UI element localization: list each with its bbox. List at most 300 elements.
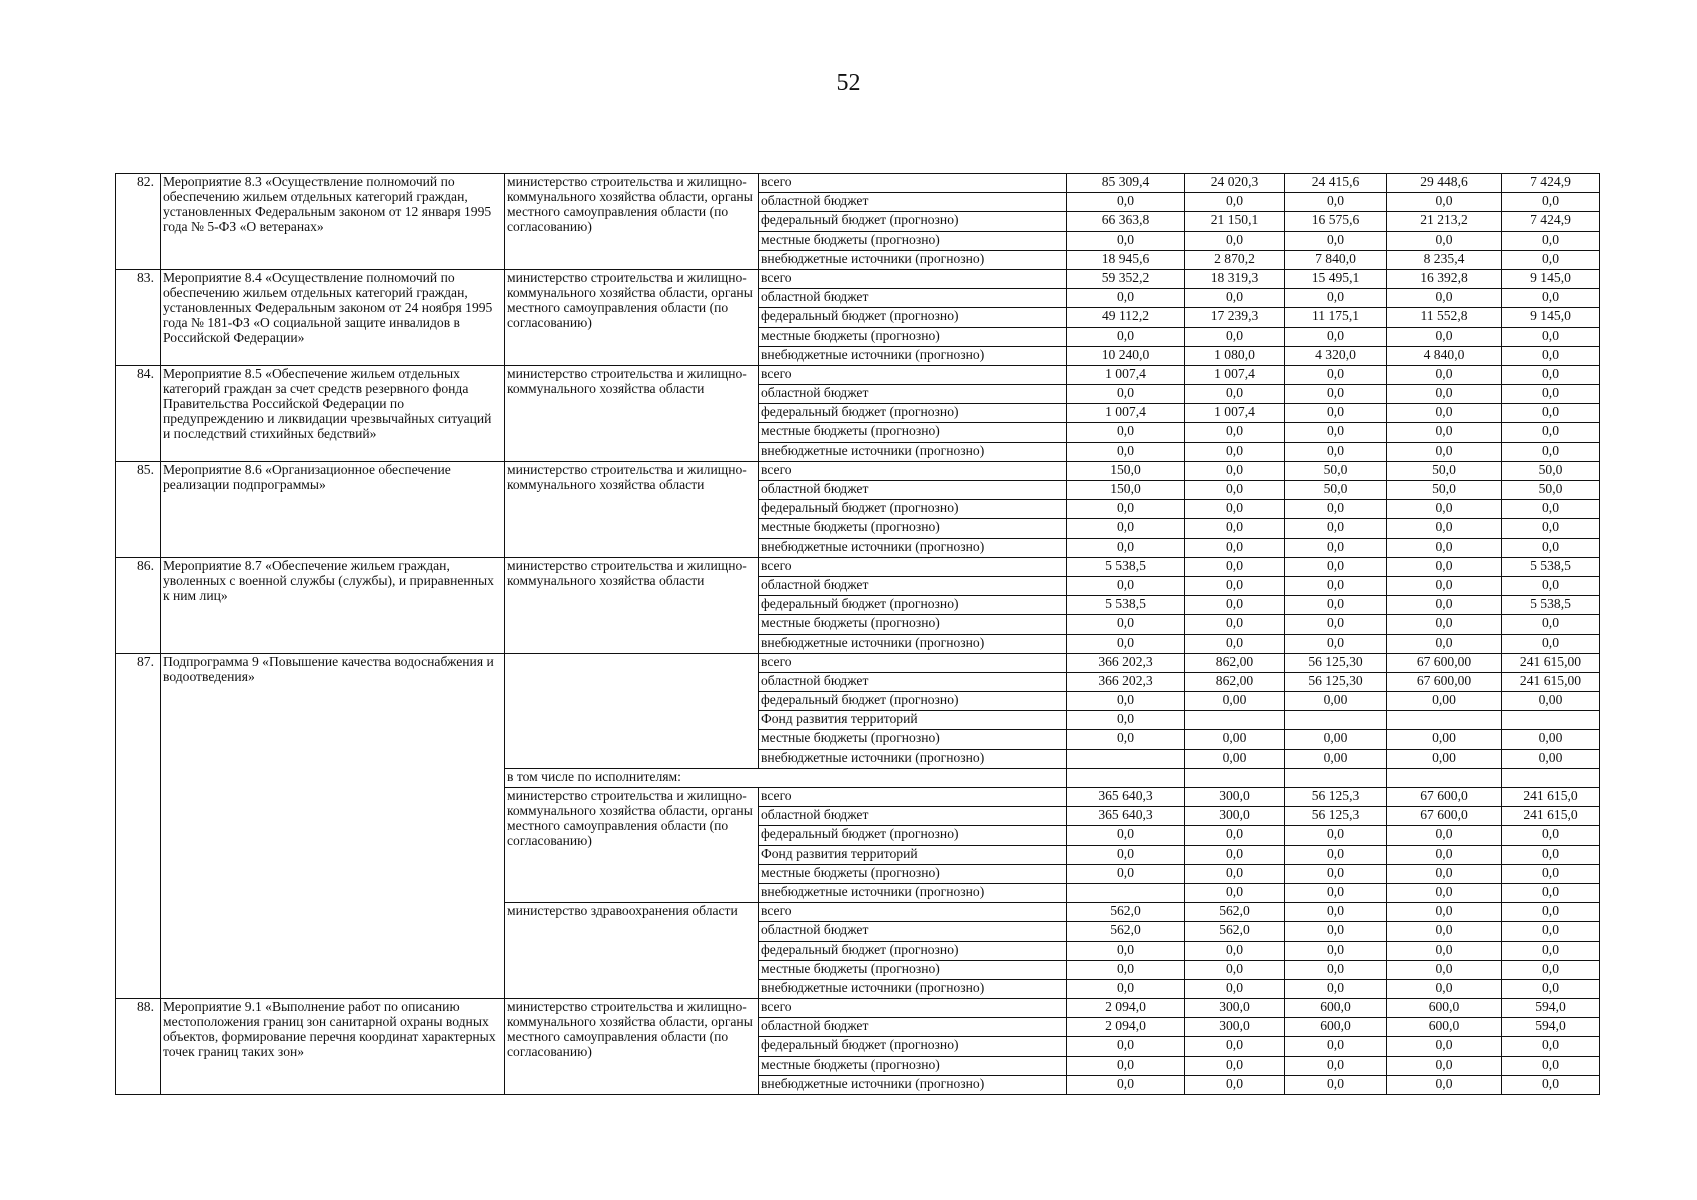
amount-cell: 9 145,0 xyxy=(1502,269,1600,288)
amount-cell: 0,0 xyxy=(1502,922,1600,941)
activity-description: Мероприятие 8.5 «Обеспечение жильем отдельных категорий граждан за счет средств резервного фонда Правительства Российской Федерации по предупреждению и ликвидации чрезвычайных ситуаций и последствий стихийных бедствий» xyxy=(161,365,505,461)
amount-cell: 0,0 xyxy=(1067,692,1185,711)
amount-cell: 0,0 xyxy=(1387,634,1502,653)
amount-cell: 0,0 xyxy=(1067,730,1185,749)
amount-cell: 0,0 xyxy=(1067,231,1185,250)
amount-cell: 0,0 xyxy=(1067,1075,1185,1094)
amount-cell: 0,0 xyxy=(1502,845,1600,864)
amount-cell: 67 600,00 xyxy=(1387,672,1502,691)
amount-cell: 1 007,4 xyxy=(1185,365,1285,384)
amount-cell: 0,0 xyxy=(1285,1075,1387,1094)
amount-cell: 50,0 xyxy=(1502,461,1600,480)
amount-cell: 150,0 xyxy=(1067,461,1185,480)
amount-cell: 0,0 xyxy=(1067,289,1185,308)
amount-cell: 0,0 xyxy=(1387,557,1502,576)
amount-cell: 0,0 xyxy=(1185,538,1285,557)
row-number: 84. xyxy=(116,365,161,461)
amount-cell: 10 240,0 xyxy=(1067,346,1185,365)
amount-cell: 0,0 xyxy=(1387,193,1502,212)
amount-cell: 0,0 xyxy=(1285,864,1387,883)
executor: министерство здравоохранения области xyxy=(505,903,759,999)
amount-cell: 5 538,5 xyxy=(1067,557,1185,576)
amount-cell: 0,0 xyxy=(1185,289,1285,308)
activity-description: Мероприятие 8.7 «Обеспечение жильем граждан, уволенных с военной службы (службы), и приравненных к ним лиц» xyxy=(161,557,505,653)
amount-cell: 0,0 xyxy=(1502,193,1600,212)
funding-source: областной бюджет xyxy=(759,289,1067,308)
amount-cell: 0,0 xyxy=(1285,979,1387,998)
amount-cell: 0,0 xyxy=(1185,979,1285,998)
amount-cell: 0,0 xyxy=(1387,500,1502,519)
amount-cell: 0,0 xyxy=(1067,826,1185,845)
amount-cell: 0,00 xyxy=(1285,730,1387,749)
funding-source: местные бюджеты (прогнозно) xyxy=(759,423,1067,442)
amount-cell: 0,00 xyxy=(1387,730,1502,749)
amount-cell: 600,0 xyxy=(1387,999,1502,1018)
amount-cell: 0,0 xyxy=(1067,423,1185,442)
funding-source: федеральный бюджет (прогнозно) xyxy=(759,212,1067,231)
table-row xyxy=(116,653,1600,672)
amount-cell: 0,0 xyxy=(1502,365,1600,384)
amount-cell: 0,0 xyxy=(1067,327,1185,346)
amount-cell: 16 575,6 xyxy=(1285,212,1387,231)
amount-cell: 0,0 xyxy=(1387,864,1502,883)
amount-cell xyxy=(1067,883,1185,902)
amount-cell: 2 094,0 xyxy=(1067,1018,1185,1037)
amount-cell: 366 202,3 xyxy=(1067,672,1185,691)
amount-cell: 1 080,0 xyxy=(1185,346,1285,365)
amount-cell: 600,0 xyxy=(1285,999,1387,1018)
funding-source: внебюджетные источники (прогнозно) xyxy=(759,1075,1067,1094)
amount-cell: 0,0 xyxy=(1067,864,1185,883)
row-number: 85. xyxy=(116,461,161,557)
funding-source: областной бюджет xyxy=(759,193,1067,212)
budget-table xyxy=(115,173,1600,1095)
amount-cell: 59 352,2 xyxy=(1067,269,1185,288)
amount-cell xyxy=(1387,711,1502,730)
amount-cell: 0,0 xyxy=(1185,576,1285,595)
amount-cell: 0,0 xyxy=(1502,960,1600,979)
amount-cell: 594,0 xyxy=(1502,1018,1600,1037)
amount-cell: 0,0 xyxy=(1285,615,1387,634)
amount-cell: 0,00 xyxy=(1502,730,1600,749)
amount-cell xyxy=(1502,711,1600,730)
amount-cell: 0,0 xyxy=(1387,576,1502,595)
amount-cell: 2 870,2 xyxy=(1185,250,1285,269)
amount-cell: 2 094,0 xyxy=(1067,999,1185,1018)
amount-cell: 5 538,5 xyxy=(1502,596,1600,615)
amount-cell: 0,0 xyxy=(1285,960,1387,979)
amount-cell: 0,00 xyxy=(1387,749,1502,768)
amount-cell: 600,0 xyxy=(1285,1018,1387,1037)
amount-cell: 11 552,8 xyxy=(1387,308,1502,327)
amount-cell: 0,00 xyxy=(1185,730,1285,749)
amount-cell: 0,0 xyxy=(1285,327,1387,346)
amount-cell: 0,0 xyxy=(1285,538,1387,557)
amount-cell: 49 112,2 xyxy=(1067,308,1185,327)
table-row xyxy=(116,999,1600,1018)
amount-cell: 0,0 xyxy=(1387,1037,1502,1056)
funding-source: всего xyxy=(759,174,1067,193)
amount-cell: 0,0 xyxy=(1185,596,1285,615)
funding-source: всего xyxy=(759,999,1067,1018)
amount-cell: 0,0 xyxy=(1387,289,1502,308)
executor: министерство строительства и жилищно-коммунального хозяйства области, органы местного самоуправления области (по согласованию) xyxy=(505,269,759,365)
amount-cell: 0,0 xyxy=(1285,596,1387,615)
amount-cell: 241 615,0 xyxy=(1502,788,1600,807)
table-row xyxy=(116,557,1600,576)
amount-cell: 0,0 xyxy=(1387,845,1502,864)
amount-cell: 50,0 xyxy=(1502,481,1600,500)
amount-cell: 0,0 xyxy=(1502,404,1600,423)
amount-cell: 56 125,3 xyxy=(1285,807,1387,826)
amount-cell: 365 640,3 xyxy=(1067,788,1185,807)
funding-source: областной бюджет xyxy=(759,807,1067,826)
amount-cell: 0,0 xyxy=(1185,615,1285,634)
amount-cell: 17 239,3 xyxy=(1185,308,1285,327)
amount-cell: 0,0 xyxy=(1285,442,1387,461)
amount-cell: 0,0 xyxy=(1285,557,1387,576)
amount-cell: 0,0 xyxy=(1502,423,1600,442)
executor xyxy=(505,653,759,768)
amount-cell: 0,0 xyxy=(1387,1075,1502,1094)
funding-source: всего xyxy=(759,461,1067,480)
amount-cell: 56 125,30 xyxy=(1285,653,1387,672)
amount-cell: 0,0 xyxy=(1502,289,1600,308)
funding-source: федеральный бюджет (прогнозно) xyxy=(759,941,1067,960)
funding-source: местные бюджеты (прогнозно) xyxy=(759,615,1067,634)
amount-cell xyxy=(1067,749,1185,768)
amount-cell: 0,0 xyxy=(1185,193,1285,212)
amount-cell: 0,0 xyxy=(1502,1037,1600,1056)
funding-source: местные бюджеты (прогнозно) xyxy=(759,864,1067,883)
amount-cell xyxy=(1387,768,1502,787)
amount-cell: 0,0 xyxy=(1387,826,1502,845)
amount-cell: 0,0 xyxy=(1067,711,1185,730)
amount-cell: 562,0 xyxy=(1067,922,1185,941)
amount-cell: 0,0 xyxy=(1387,404,1502,423)
funding-source: внебюджетные источники (прогнозно) xyxy=(759,346,1067,365)
amount-cell: 0,0 xyxy=(1502,346,1600,365)
amount-cell: 0,0 xyxy=(1387,922,1502,941)
amount-cell: 0,0 xyxy=(1502,385,1600,404)
amount-cell: 24 415,6 xyxy=(1285,174,1387,193)
amount-cell: 0,00 xyxy=(1502,749,1600,768)
amount-cell: 0,0 xyxy=(1067,1037,1185,1056)
amount-cell: 0,0 xyxy=(1067,519,1185,538)
amount-cell: 0,00 xyxy=(1185,749,1285,768)
amount-cell: 0,0 xyxy=(1502,231,1600,250)
funding-source: местные бюджеты (прогнозно) xyxy=(759,730,1067,749)
amount-cell: 0,0 xyxy=(1067,193,1185,212)
funding-source: всего xyxy=(759,557,1067,576)
funding-source: местные бюджеты (прогнозно) xyxy=(759,960,1067,979)
amount-cell: 0,0 xyxy=(1502,327,1600,346)
amount-cell: 0,0 xyxy=(1285,193,1387,212)
amount-cell: 18 945,6 xyxy=(1067,250,1185,269)
amount-cell: 366 202,3 xyxy=(1067,653,1185,672)
amount-cell: 8 235,4 xyxy=(1387,250,1502,269)
amount-cell: 0,0 xyxy=(1067,941,1185,960)
amount-cell: 300,0 xyxy=(1185,788,1285,807)
funding-source: внебюджетные источники (прогнозно) xyxy=(759,749,1067,768)
amount-cell: 0,0 xyxy=(1387,442,1502,461)
amount-cell: 0,0 xyxy=(1067,960,1185,979)
amount-cell: 0,0 xyxy=(1285,231,1387,250)
activity-description: Подпрограмма 9 «Повышение качества водоснабжения и водоотведения» xyxy=(161,653,505,998)
amount-cell: 50,0 xyxy=(1387,461,1502,480)
amount-cell: 0,0 xyxy=(1185,481,1285,500)
amount-cell: 0,0 xyxy=(1502,1056,1600,1075)
amount-cell: 0,0 xyxy=(1502,864,1600,883)
funding-source: Фонд развития территорий xyxy=(759,845,1067,864)
amount-cell: 0,0 xyxy=(1285,289,1387,308)
amount-cell: 5 538,5 xyxy=(1067,596,1185,615)
amount-cell: 0,0 xyxy=(1387,960,1502,979)
activity-description: Мероприятие 9.1 «Выполнение работ по описанию местоположения границ зон санитарной охраны водных объектов, формирование перечня координат характерных точек границ таких зон» xyxy=(161,999,505,1095)
amount-cell: 29 448,6 xyxy=(1387,174,1502,193)
amount-cell: 9 145,0 xyxy=(1502,308,1600,327)
amount-cell: 5 538,5 xyxy=(1502,557,1600,576)
funding-source: местные бюджеты (прогнозно) xyxy=(759,519,1067,538)
amount-cell: 0,0 xyxy=(1387,1056,1502,1075)
funding-source: федеральный бюджет (прогнозно) xyxy=(759,596,1067,615)
amount-cell: 0,0 xyxy=(1185,634,1285,653)
amount-cell: 66 363,8 xyxy=(1067,212,1185,231)
amount-cell: 241 615,0 xyxy=(1502,807,1600,826)
amount-cell: 0,0 xyxy=(1387,519,1502,538)
amount-cell: 0,0 xyxy=(1067,538,1185,557)
executor: министерство строительства и жилищно-коммунального хозяйства области xyxy=(505,365,759,461)
amount-cell: 0,0 xyxy=(1067,442,1185,461)
amount-cell: 67 600,0 xyxy=(1387,788,1502,807)
amount-cell: 0,0 xyxy=(1387,979,1502,998)
funding-source: всего xyxy=(759,269,1067,288)
amount-cell: 0,00 xyxy=(1285,692,1387,711)
amount-cell: 0,0 xyxy=(1285,519,1387,538)
funding-source: местные бюджеты (прогнозно) xyxy=(759,231,1067,250)
amount-cell: 24 020,3 xyxy=(1185,174,1285,193)
amount-cell: 0,0 xyxy=(1067,979,1185,998)
amount-cell: 0,00 xyxy=(1285,749,1387,768)
amount-cell: 241 615,00 xyxy=(1502,653,1600,672)
amount-cell: 0,0 xyxy=(1185,231,1285,250)
amount-cell: 0,0 xyxy=(1185,442,1285,461)
amount-cell: 0,0 xyxy=(1185,864,1285,883)
amount-cell: 56 125,30 xyxy=(1285,672,1387,691)
amount-cell: 0,0 xyxy=(1502,634,1600,653)
amount-cell: 0,0 xyxy=(1067,615,1185,634)
row-number: 88. xyxy=(116,999,161,1095)
amount-cell xyxy=(1185,768,1285,787)
amount-cell: 0,0 xyxy=(1185,461,1285,480)
amount-cell: 1 007,4 xyxy=(1067,365,1185,384)
amount-cell: 0,0 xyxy=(1387,883,1502,902)
amount-cell: 0,0 xyxy=(1185,327,1285,346)
amount-cell: 50,0 xyxy=(1285,461,1387,480)
amount-cell: 594,0 xyxy=(1502,999,1600,1018)
amount-cell: 0,0 xyxy=(1285,1037,1387,1056)
amount-cell: 0,0 xyxy=(1502,519,1600,538)
amount-cell: 0,0 xyxy=(1502,576,1600,595)
amount-cell: 11 175,1 xyxy=(1285,308,1387,327)
amount-cell: 4 320,0 xyxy=(1285,346,1387,365)
funding-source: федеральный бюджет (прогнозно) xyxy=(759,500,1067,519)
amount-cell xyxy=(1285,711,1387,730)
funding-source: всего xyxy=(759,365,1067,384)
amount-cell: 0,0 xyxy=(1502,615,1600,634)
amount-cell: 7 840,0 xyxy=(1285,250,1387,269)
amount-cell: 0,0 xyxy=(1185,557,1285,576)
funding-source: внебюджетные источники (прогнозно) xyxy=(759,250,1067,269)
executor: министерство строительства и жилищно-коммунального хозяйства области, органы местного самоуправления области (по согласованию) xyxy=(505,174,759,270)
amount-cell xyxy=(1185,711,1285,730)
funding-source: всего xyxy=(759,903,1067,922)
amount-cell: 0,0 xyxy=(1185,1056,1285,1075)
amount-cell: 1 007,4 xyxy=(1067,404,1185,423)
amount-cell: 0,0 xyxy=(1285,576,1387,595)
amount-cell: 0,0 xyxy=(1285,941,1387,960)
executor: министерство строительства и жилищно-коммунального хозяйства области xyxy=(505,461,759,557)
amount-cell: 0,0 xyxy=(1185,423,1285,442)
amount-cell: 0,0 xyxy=(1185,519,1285,538)
amount-cell: 0,0 xyxy=(1502,903,1600,922)
amount-cell: 0,0 xyxy=(1285,500,1387,519)
funding-source: внебюджетные источники (прогнозно) xyxy=(759,538,1067,557)
funding-source: областной бюджет xyxy=(759,1018,1067,1037)
amount-cell: 50,0 xyxy=(1387,481,1502,500)
amount-cell: 0,0 xyxy=(1285,826,1387,845)
amount-cell: 300,0 xyxy=(1185,999,1285,1018)
amount-cell: 1 007,4 xyxy=(1185,404,1285,423)
table-row xyxy=(116,174,1600,193)
amount-cell: 0,0 xyxy=(1387,327,1502,346)
amount-cell: 0,0 xyxy=(1387,538,1502,557)
activity-description: Мероприятие 8.6 «Организационное обеспечение реализации подпрограммы» xyxy=(161,461,505,557)
funding-source: внебюджетные источники (прогнозно) xyxy=(759,979,1067,998)
table-row xyxy=(116,269,1600,288)
amount-cell: 0,0 xyxy=(1185,1037,1285,1056)
amount-cell: 0,0 xyxy=(1285,423,1387,442)
amount-cell: 300,0 xyxy=(1185,1018,1285,1037)
amount-cell: 0,0 xyxy=(1285,365,1387,384)
funding-source: областной бюджет xyxy=(759,672,1067,691)
amount-cell: 0,0 xyxy=(1387,903,1502,922)
funding-source: федеральный бюджет (прогнозно) xyxy=(759,404,1067,423)
activity-description: Мероприятие 8.4 «Осуществление полномочий по обеспечению жильем отдельных категорий граждан, установленных Федеральным законом от 24 ноября 1995 года № 181-ФЗ «О социальной защите инвалидов в Российской Федерации» xyxy=(161,269,505,365)
amount-cell: 241 615,00 xyxy=(1502,672,1600,691)
funding-source: всего xyxy=(759,653,1067,672)
amount-cell: 0,0 xyxy=(1185,826,1285,845)
amount-cell: 0,0 xyxy=(1185,1075,1285,1094)
funding-source: внебюджетные источники (прогнозно) xyxy=(759,442,1067,461)
page-number: 52 xyxy=(836,70,861,96)
amount-cell: 85 309,4 xyxy=(1067,174,1185,193)
activity-description: Мероприятие 8.3 «Осуществление полномочий по обеспечению жильем отдельных категорий граждан, установленных Федеральным законом от 12 января 1995 года № 5-ФЗ «О ветеранах» xyxy=(161,174,505,270)
amount-cell: 0,0 xyxy=(1285,845,1387,864)
amount-cell: 16 392,8 xyxy=(1387,269,1502,288)
amount-cell: 67 600,0 xyxy=(1387,807,1502,826)
funding-source: областной бюджет xyxy=(759,481,1067,500)
amount-cell: 0,00 xyxy=(1185,692,1285,711)
amount-cell: 21 213,2 xyxy=(1387,212,1502,231)
amount-cell: 0,0 xyxy=(1285,385,1387,404)
amount-cell: 0,0 xyxy=(1387,596,1502,615)
amount-cell: 862,00 xyxy=(1185,653,1285,672)
amount-cell: 56 125,3 xyxy=(1285,788,1387,807)
amount-cell: 67 600,00 xyxy=(1387,653,1502,672)
amount-cell: 0,0 xyxy=(1502,500,1600,519)
amount-cell: 0,0 xyxy=(1502,1075,1600,1094)
funding-source: Фонд развития территорий xyxy=(759,711,1067,730)
funding-source: областной бюджет xyxy=(759,576,1067,595)
amount-cell: 0,0 xyxy=(1067,576,1185,595)
amount-cell: 4 840,0 xyxy=(1387,346,1502,365)
amount-cell xyxy=(1502,768,1600,787)
amount-cell: 150,0 xyxy=(1067,481,1185,500)
funding-source: областной бюджет xyxy=(759,385,1067,404)
amount-cell: 50,0 xyxy=(1285,481,1387,500)
amount-cell: 562,0 xyxy=(1067,903,1185,922)
amount-cell: 0,0 xyxy=(1387,365,1502,384)
row-number: 82. xyxy=(116,174,161,270)
amount-cell: 0,0 xyxy=(1285,634,1387,653)
amount-cell: 0,0 xyxy=(1387,941,1502,960)
by-executors-label: в том числе по исполнителям: xyxy=(505,768,1067,787)
amount-cell xyxy=(1285,768,1387,787)
amount-cell: 0,0 xyxy=(1502,538,1600,557)
amount-cell: 0,0 xyxy=(1502,442,1600,461)
amount-cell: 0,0 xyxy=(1185,500,1285,519)
amount-cell: 18 319,3 xyxy=(1185,269,1285,288)
amount-cell: 15 495,1 xyxy=(1285,269,1387,288)
funding-source: местные бюджеты (прогнозно) xyxy=(759,327,1067,346)
amount-cell: 0,0 xyxy=(1285,903,1387,922)
table-row xyxy=(116,461,1600,480)
amount-cell: 0,0 xyxy=(1285,404,1387,423)
funding-source: федеральный бюджет (прогнозно) xyxy=(759,826,1067,845)
amount-cell: 0,0 xyxy=(1067,385,1185,404)
executor: министерство строительства и жилищно-коммунального хозяйства области, органы местного самоуправления области (по согласованию) xyxy=(505,788,759,903)
table-row xyxy=(116,365,1600,384)
amount-cell: 0,0 xyxy=(1387,423,1502,442)
amount-cell: 7 424,9 xyxy=(1502,174,1600,193)
funding-source: федеральный бюджет (прогнозно) xyxy=(759,308,1067,327)
amount-cell: 0,0 xyxy=(1285,1056,1387,1075)
amount-cell: 0,0 xyxy=(1067,634,1185,653)
amount-cell: 0,0 xyxy=(1185,385,1285,404)
funding-source: федеральный бюджет (прогнозно) xyxy=(759,1037,1067,1056)
funding-source: областной бюджет xyxy=(759,922,1067,941)
funding-source: внебюджетные источники (прогнозно) xyxy=(759,634,1067,653)
funding-source: федеральный бюджет (прогнозно) xyxy=(759,692,1067,711)
amount-cell: 21 150,1 xyxy=(1185,212,1285,231)
amount-cell: 562,0 xyxy=(1185,922,1285,941)
funding-source: местные бюджеты (прогнозно) xyxy=(759,1056,1067,1075)
amount-cell xyxy=(1067,768,1185,787)
amount-cell: 0,00 xyxy=(1502,692,1600,711)
row-number: 86. xyxy=(116,557,161,653)
amount-cell: 0,0 xyxy=(1067,1056,1185,1075)
amount-cell: 0,0 xyxy=(1067,845,1185,864)
amount-cell: 0,0 xyxy=(1185,883,1285,902)
amount-cell: 0,0 xyxy=(1285,922,1387,941)
amount-cell: 862,00 xyxy=(1185,672,1285,691)
amount-cell: 0,0 xyxy=(1502,883,1600,902)
amount-cell: 0,0 xyxy=(1387,231,1502,250)
amount-cell: 0,0 xyxy=(1502,941,1600,960)
amount-cell: 0,0 xyxy=(1502,979,1600,998)
executor: министерство строительства и жилищно-коммунального хозяйства области, органы местного самоуправления области (по согласованию) xyxy=(505,999,759,1095)
